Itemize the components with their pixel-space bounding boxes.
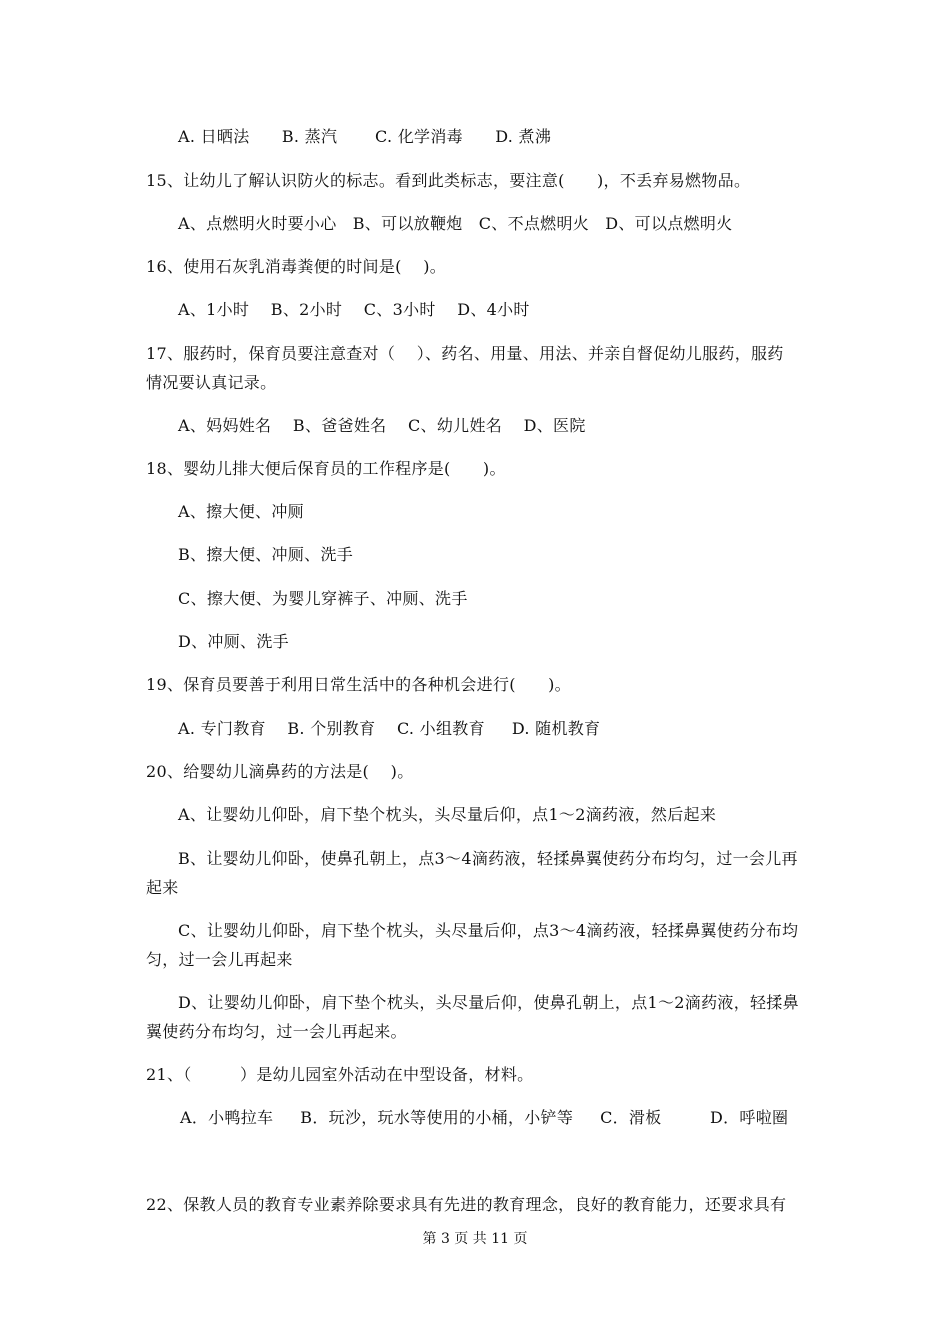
q21-stem: 21、（ ）是幼儿园室外活动在中型设备，材料。 xyxy=(146,1065,534,1084)
q18-option-b: B、擦大便、冲厕、洗手 xyxy=(178,545,354,564)
q16-stem: 16、使用石灰乳消毒粪便的时间是( )。 xyxy=(146,257,447,276)
q18-option-d: D、冲厕、洗手 xyxy=(178,632,289,651)
q16-options: A、1小时 B、2小时 C、3小时 D、4小时 xyxy=(178,300,530,319)
q18-option-c: C、擦大便、为婴儿穿裤子、冲厕、洗手 xyxy=(178,589,468,608)
q14-options: A. 日晒法 B. 蒸汽 C. 化学消毒 D. 煮沸 xyxy=(178,127,552,146)
q20-option-b: B、让婴幼儿仰卧，使鼻孔朝上，点3～4滴药液，轻揉鼻翼使药分布均匀，过一会儿再起来 xyxy=(146,849,798,897)
q20-option-c: C、让婴幼儿仰卧，肩下垫个枕头，头尽量后仰，点3～4滴药液，轻揉鼻翼使药分布均匀，过一会儿再起来 xyxy=(146,921,799,969)
q15-stem: 15、让幼儿了解认识防火的标志。看到此类标志，要注意( )，不丢弃易燃物品。 xyxy=(146,171,751,190)
q22-stem: 22、保教人员的教育专业素养除要求具有先进的教育理念，良好的教育能力，还要求具有 xyxy=(146,1195,787,1214)
q20-option-d: D、让婴幼儿仰卧，肩下垫个枕头，头尽量后仰，使鼻孔朝上，点1～2滴药液，轻揉鼻翼使药分布均匀，过一会儿再起来。 xyxy=(146,993,799,1041)
q20-stem: 20、给婴幼儿滴鼻药的方法是( )。 xyxy=(146,762,414,781)
q17-stem-line1: 17、服药时，保育员要注意查对（ ）、药名、用量、用法、并亲自督促幼儿服药，服药 xyxy=(146,344,784,363)
q17-stem-line2: 情况要认真记录。 xyxy=(146,373,277,392)
q19-options: A. 专门教育 B. 个别教育 C. 小组教育 D. 随机教育 xyxy=(178,719,601,738)
q18-stem: 18、婴幼儿排大便后保育员的工作程序是( )。 xyxy=(146,459,506,478)
q18-option-a: A、擦大便、冲厕 xyxy=(178,502,304,521)
q17-options: A、妈妈姓名 B、爸爸姓名 C、幼儿姓名 D、医院 xyxy=(178,416,586,435)
page-number: 第 3 页 共 11 页 xyxy=(422,1231,528,1247)
q21-options: A．小鸭拉车 B．玩沙，玩水等使用的小桶，小铲等 C．滑板 D．呼啦圈 xyxy=(180,1108,789,1127)
q19-stem: 19、保育员要善于利用日常生活中的各种机会进行( )。 xyxy=(146,675,571,694)
q15-options: A、点燃明火时要小心 B、可以放鞭炮 C、不点燃明火 D、可以点燃明火 xyxy=(178,214,733,233)
q20-option-a: A、让婴幼儿仰卧，肩下垫个枕头，头尽量后仰，点1～2滴药液，然后起来 xyxy=(178,805,717,824)
